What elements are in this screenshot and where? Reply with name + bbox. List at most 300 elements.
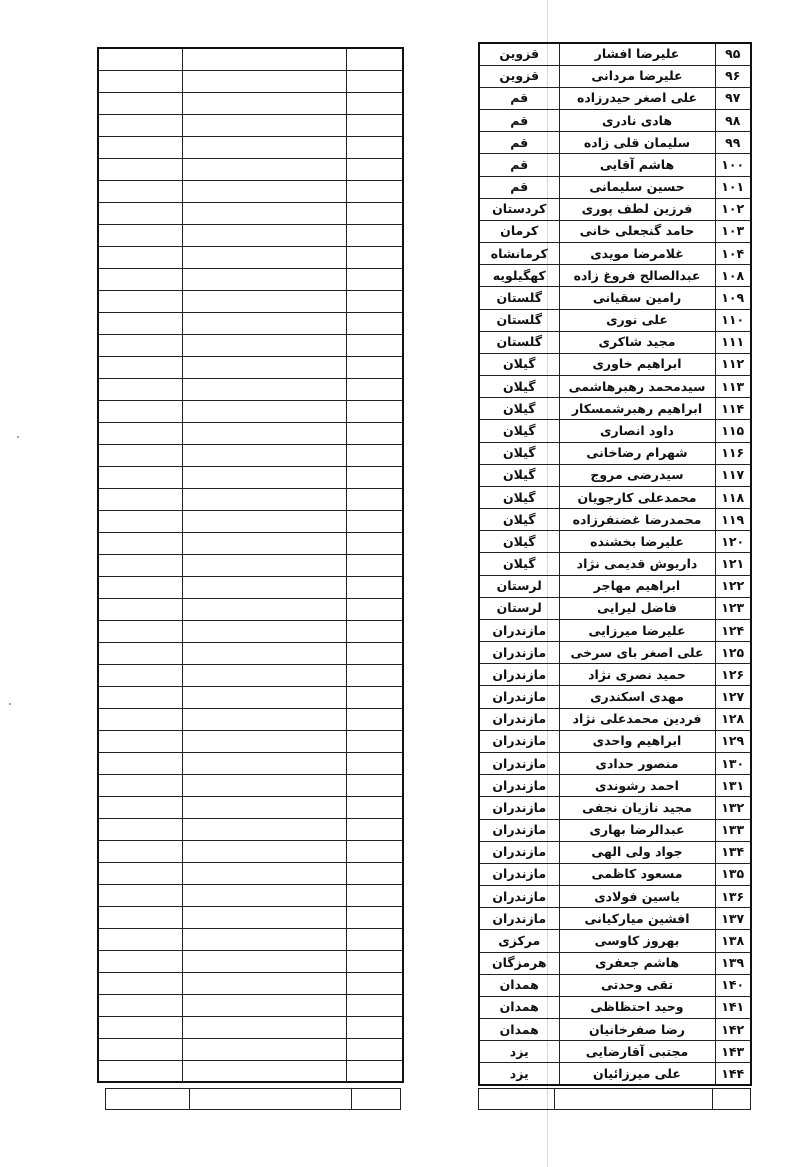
participant-row [479,176,751,198]
province-cell: همدان [479,974,559,996]
blank-cell [98,862,182,884]
number-cell: ۱۱۵ [715,420,751,442]
name-cell: داریوش قدیمی نژاد [559,553,715,575]
province-cell: گیلان [479,353,559,375]
participant-row [479,619,751,641]
blank-cell [346,48,403,70]
blank-cell [98,202,182,224]
blank-row [98,840,403,862]
blank-cell [182,928,346,950]
blank-cell [346,1038,403,1060]
name-cell: علیرضا بخشنده [559,531,715,553]
blank-cell [98,158,182,180]
province-cell: گلستان [479,287,559,309]
footer-cell [352,1089,401,1110]
blank-row [98,862,403,884]
number-cell: ۱۴۱ [715,996,751,1018]
number-cell: ۱۳۰ [715,753,751,775]
blank-cell [98,246,182,268]
participant-row [479,1041,751,1063]
number-cell: ۱۴۲ [715,1019,751,1041]
province-cell: کهگیلویه [479,265,559,287]
province-cell: مازندران [479,730,559,752]
blank-row [98,928,403,950]
blank-cell [182,246,346,268]
number-cell: ۱۳۹ [715,952,751,974]
footer-cell [190,1089,352,1110]
blank-cell [182,268,346,290]
scan-speck [17,436,19,438]
blank-cell [346,598,403,620]
blank-row [98,48,403,70]
blank-row [98,114,403,136]
province-cell: مرکزی [479,930,559,952]
blank-row [98,202,403,224]
number-cell: ۹۸ [715,110,751,132]
participant-row [479,730,751,752]
blank-row [98,642,403,664]
blank-cell [346,400,403,422]
participants-table-body [479,43,751,1085]
name-cell: هاشم آقایی [559,154,715,176]
participant-row [479,442,751,464]
province-cell: مازندران [479,753,559,775]
name-cell: وحید احتظاظی [559,996,715,1018]
participant-row [479,43,751,65]
blank-cell [182,774,346,796]
blank-cell [98,554,182,576]
blank-cell [182,202,346,224]
province-cell: گیلان [479,553,559,575]
blank-cell [98,356,182,378]
province-cell: مازندران [479,664,559,686]
name-cell: مسعود کاظمی [559,863,715,885]
province-cell: یزد [479,1063,559,1085]
blank-cell [346,92,403,114]
name-cell: جواد ولی الهی [559,841,715,863]
participant-row [479,996,751,1018]
blank-cell [98,70,182,92]
blank-cell [182,422,346,444]
blank-cell [182,620,346,642]
blank-cell [346,532,403,554]
blank-cell [182,1060,346,1082]
number-cell: ۱۲۳ [715,597,751,619]
blank-row [98,1038,403,1060]
blank-cell [346,202,403,224]
participant-row [479,265,751,287]
name-cell: حامد گنجعلی خانی [559,220,715,242]
blank-row [98,686,403,708]
blank-row [98,180,403,202]
participant-row [479,154,751,176]
number-cell: ۱۳۷ [715,908,751,930]
province-cell: مازندران [479,841,559,863]
blank-cell [346,136,403,158]
number-cell: ۱۳۶ [715,886,751,908]
number-cell: ۱۲۵ [715,642,751,664]
blank-cell [182,114,346,136]
province-cell: گلستان [479,309,559,331]
blank-row [98,972,403,994]
participant-row [479,243,751,265]
name-cell: داود انصاری [559,420,715,442]
blank-cell [98,532,182,554]
blank-row [98,1060,403,1082]
name-cell: احمد رشوندی [559,775,715,797]
number-cell: ۱۱۴ [715,398,751,420]
participant-row [479,87,751,109]
blank-row [98,1016,403,1038]
blank-row [98,246,403,268]
name-cell: محمدرضا غضنفرزاده [559,509,715,531]
blank-cell [346,1016,403,1038]
number-cell: ۱۱۲ [715,353,751,375]
province-cell: قزوین [479,65,559,87]
name-cell: رضا صفرخانیان [559,1019,715,1041]
province-cell: مازندران [479,775,559,797]
name-cell: فرزین لطف پوری [559,198,715,220]
blank-cell [182,598,346,620]
blank-cell [346,906,403,928]
name-cell: ابراهیم واحدی [559,730,715,752]
name-cell: محمدعلی کارجویان [559,486,715,508]
number-cell: ۱۱۸ [715,486,751,508]
blank-cell [346,950,403,972]
blank-cell [182,642,346,664]
number-cell: ۱۳۱ [715,775,751,797]
blank-row [98,92,403,114]
participant-row [479,886,751,908]
number-cell: ۱۳۵ [715,863,751,885]
blank-cell [346,576,403,598]
blank-cell [182,532,346,554]
number-cell: ۱۲۰ [715,531,751,553]
name-cell: غلامرضا مویدی [559,243,715,265]
blank-cell [98,136,182,158]
participant-row [479,509,751,531]
blank-row [98,334,403,356]
blank-cell [182,466,346,488]
blank-cell [346,422,403,444]
blank-cell [182,224,346,246]
blank-row [98,752,403,774]
participant-row [479,353,751,375]
number-cell: ۱۲۲ [715,575,751,597]
blank-cell [346,554,403,576]
blank-cell [98,510,182,532]
number-cell: ۹۷ [715,87,751,109]
number-cell: ۱۰۱ [715,176,751,198]
blank-row [98,290,403,312]
blank-cell [98,796,182,818]
blank-cell [182,576,346,598]
blank-cell [346,620,403,642]
participant-row [479,420,751,442]
number-cell: ۱۱۰ [715,309,751,331]
province-cell: لرستان [479,597,559,619]
blank-cell [98,488,182,510]
province-cell: گیلان [479,531,559,553]
participant-row [479,220,751,242]
blank-cell [98,598,182,620]
province-cell: مازندران [479,908,559,930]
name-cell: علیرضا میرزایی [559,619,715,641]
blank-cell [98,664,182,686]
name-cell: بهروز کاوسی [559,930,715,952]
blank-cell [98,48,182,70]
participant-row [479,642,751,664]
province-cell: گلستان [479,331,559,353]
province-cell: مازندران [479,708,559,730]
number-cell: ۱۲۶ [715,664,751,686]
blank-cell [182,972,346,994]
blank-cell [346,730,403,752]
number-cell: ۱۲۴ [715,619,751,641]
name-cell: رامین سقیانی [559,287,715,309]
province-cell: قم [479,110,559,132]
participant-row [479,331,751,353]
blank-row [98,796,403,818]
name-cell: حسین سلیمانی [559,176,715,198]
blank-cell [98,1038,182,1060]
blank-cell [98,884,182,906]
blank-row [98,378,403,400]
number-cell: ۱۱۳ [715,376,751,398]
blank-row [98,620,403,642]
blank-row [98,488,403,510]
blank-cell [98,774,182,796]
blank-cell [346,884,403,906]
name-cell: فاضل لیرایی [559,597,715,619]
blank-cell [98,334,182,356]
name-cell: علیرضا افشار [559,43,715,65]
blank-cell [182,840,346,862]
name-cell: سلیمان قلی زاده [559,132,715,154]
province-cell: یزد [479,1041,559,1063]
blank-cell [182,1038,346,1060]
blank-footer-row-right [478,1088,751,1110]
blank-cell [182,884,346,906]
number-cell: ۹۶ [715,65,751,87]
blank-row [98,312,403,334]
name-cell: هاشم جعفری [559,952,715,974]
name-cell: علیرضا مردانی [559,65,715,87]
blank-cell [98,620,182,642]
blank-row [98,884,403,906]
blank-cell [182,92,346,114]
blank-cell [346,180,403,202]
blank-row [98,70,403,92]
blank-cell [346,268,403,290]
name-cell: سیدرضی مروج [559,464,715,486]
blank-row [98,444,403,466]
blank-cell [182,510,346,532]
blank-cell [346,642,403,664]
blank-row [98,466,403,488]
participant-row [479,597,751,619]
footer-cell [106,1089,190,1110]
province-cell: قم [479,176,559,198]
number-cell: ۹۹ [715,132,751,154]
blank-row [98,708,403,730]
blank-cell [346,356,403,378]
blank-cell [182,1016,346,1038]
participant-row [479,708,751,730]
participant-row [479,797,751,819]
name-cell: علی اصغر بای سرخی [559,642,715,664]
blank-table-body [98,48,403,1082]
blank-cell [182,796,346,818]
blank-cell [182,334,346,356]
province-cell: لرستان [479,575,559,597]
blank-cell [182,862,346,884]
blank-cell [182,818,346,840]
participant-row [479,664,751,686]
number-cell: ۱۲۷ [715,686,751,708]
blank-cell [98,818,182,840]
name-cell: عبدالصالح فروغ زاده [559,265,715,287]
blank-cell [98,972,182,994]
province-cell: گیلان [479,420,559,442]
blank-cell [98,1016,182,1038]
participant-row [479,198,751,220]
blank-cell [98,928,182,950]
blank-cell [98,268,182,290]
blank-cell [98,422,182,444]
blank-row [98,730,403,752]
participant-row [479,553,751,575]
blank-cell [98,224,182,246]
participants-table [478,42,752,1086]
participant-row [479,1063,751,1085]
blank-row [98,576,403,598]
blank-row [98,818,403,840]
blank-cell [98,180,182,202]
blank-row [98,356,403,378]
blank-cell [346,378,403,400]
participant-row [479,398,751,420]
blank-row [98,422,403,444]
blank-row [98,906,403,928]
blank-row [98,224,403,246]
province-cell: هرمزگان [479,952,559,974]
participant-row [479,863,751,885]
name-cell: مجید شاکری [559,331,715,353]
blank-cell [346,840,403,862]
province-cell: کردستان [479,198,559,220]
name-cell: شهرام رضاخانی [559,442,715,464]
blank-cell [182,708,346,730]
blank-cell [346,290,403,312]
blank-cell [182,752,346,774]
participant-row [479,974,751,996]
number-cell: ۱۴۳ [715,1041,751,1063]
province-cell: مازندران [479,686,559,708]
name-cell: مجتبی آقارضایی [559,1041,715,1063]
blank-cell [98,642,182,664]
blank-cell [98,92,182,114]
blank-row [98,554,403,576]
number-cell: ۱۳۴ [715,841,751,863]
blank-cell [98,1060,182,1082]
province-cell: مازندران [479,797,559,819]
province-cell: مازندران [479,819,559,841]
blank-cell [182,48,346,70]
blank-cell [346,334,403,356]
blank-cell [346,224,403,246]
blank-cell [346,114,403,136]
number-cell: ۱۴۰ [715,974,751,996]
blank-cell [98,994,182,1016]
participant-row [479,65,751,87]
province-cell: کرمانشاه [479,243,559,265]
blank-cell [346,994,403,1016]
province-cell: گیلان [479,486,559,508]
blank-cell [182,136,346,158]
blank-cell [346,796,403,818]
number-cell: ۱۰۰ [715,154,751,176]
blank-row [98,268,403,290]
province-cell: کرمان [479,220,559,242]
name-cell: مجید نازیان نجفی [559,797,715,819]
blank-cell [182,180,346,202]
participant-row [479,376,751,398]
participant-row [479,841,751,863]
number-cell: ۱۰۲ [715,198,751,220]
blank-row [98,400,403,422]
participant-row [479,775,751,797]
name-cell: ابراهیم خاوری [559,353,715,375]
name-cell: حمید نصری نژاد [559,664,715,686]
province-cell: مازندران [479,642,559,664]
number-cell: ۱۱۷ [715,464,751,486]
blank-cell [346,510,403,532]
province-cell: قم [479,87,559,109]
blank-cell [346,774,403,796]
footer-cell [555,1089,713,1110]
footer-row [106,1089,401,1110]
name-cell: تقی وحدتی [559,974,715,996]
blank-cell [182,664,346,686]
participant-row [479,930,751,952]
blank-row [98,510,403,532]
blank-cell [98,730,182,752]
blank-row [98,158,403,180]
number-cell: ۱۳۸ [715,930,751,952]
blank-cell [346,818,403,840]
blank-cell [182,356,346,378]
blank-row [98,774,403,796]
blank-cell [98,840,182,862]
name-cell: عبدالرضا بهاری [559,819,715,841]
participant-row [479,908,751,930]
blank-cell [98,114,182,136]
name-cell: ابراهیم رهبرشمسکار [559,398,715,420]
blank-cell [98,708,182,730]
name-cell: سیدمحمد رهبرهاشمی [559,376,715,398]
number-cell: ۱۰۹ [715,287,751,309]
blank-cell [346,664,403,686]
blank-cell [182,312,346,334]
footer-row [479,1089,751,1110]
blank-cell [182,378,346,400]
blank-cell [182,730,346,752]
blank-cell [346,246,403,268]
blank-row [98,532,403,554]
footer-cell [479,1089,555,1110]
province-cell: گیلان [479,464,559,486]
